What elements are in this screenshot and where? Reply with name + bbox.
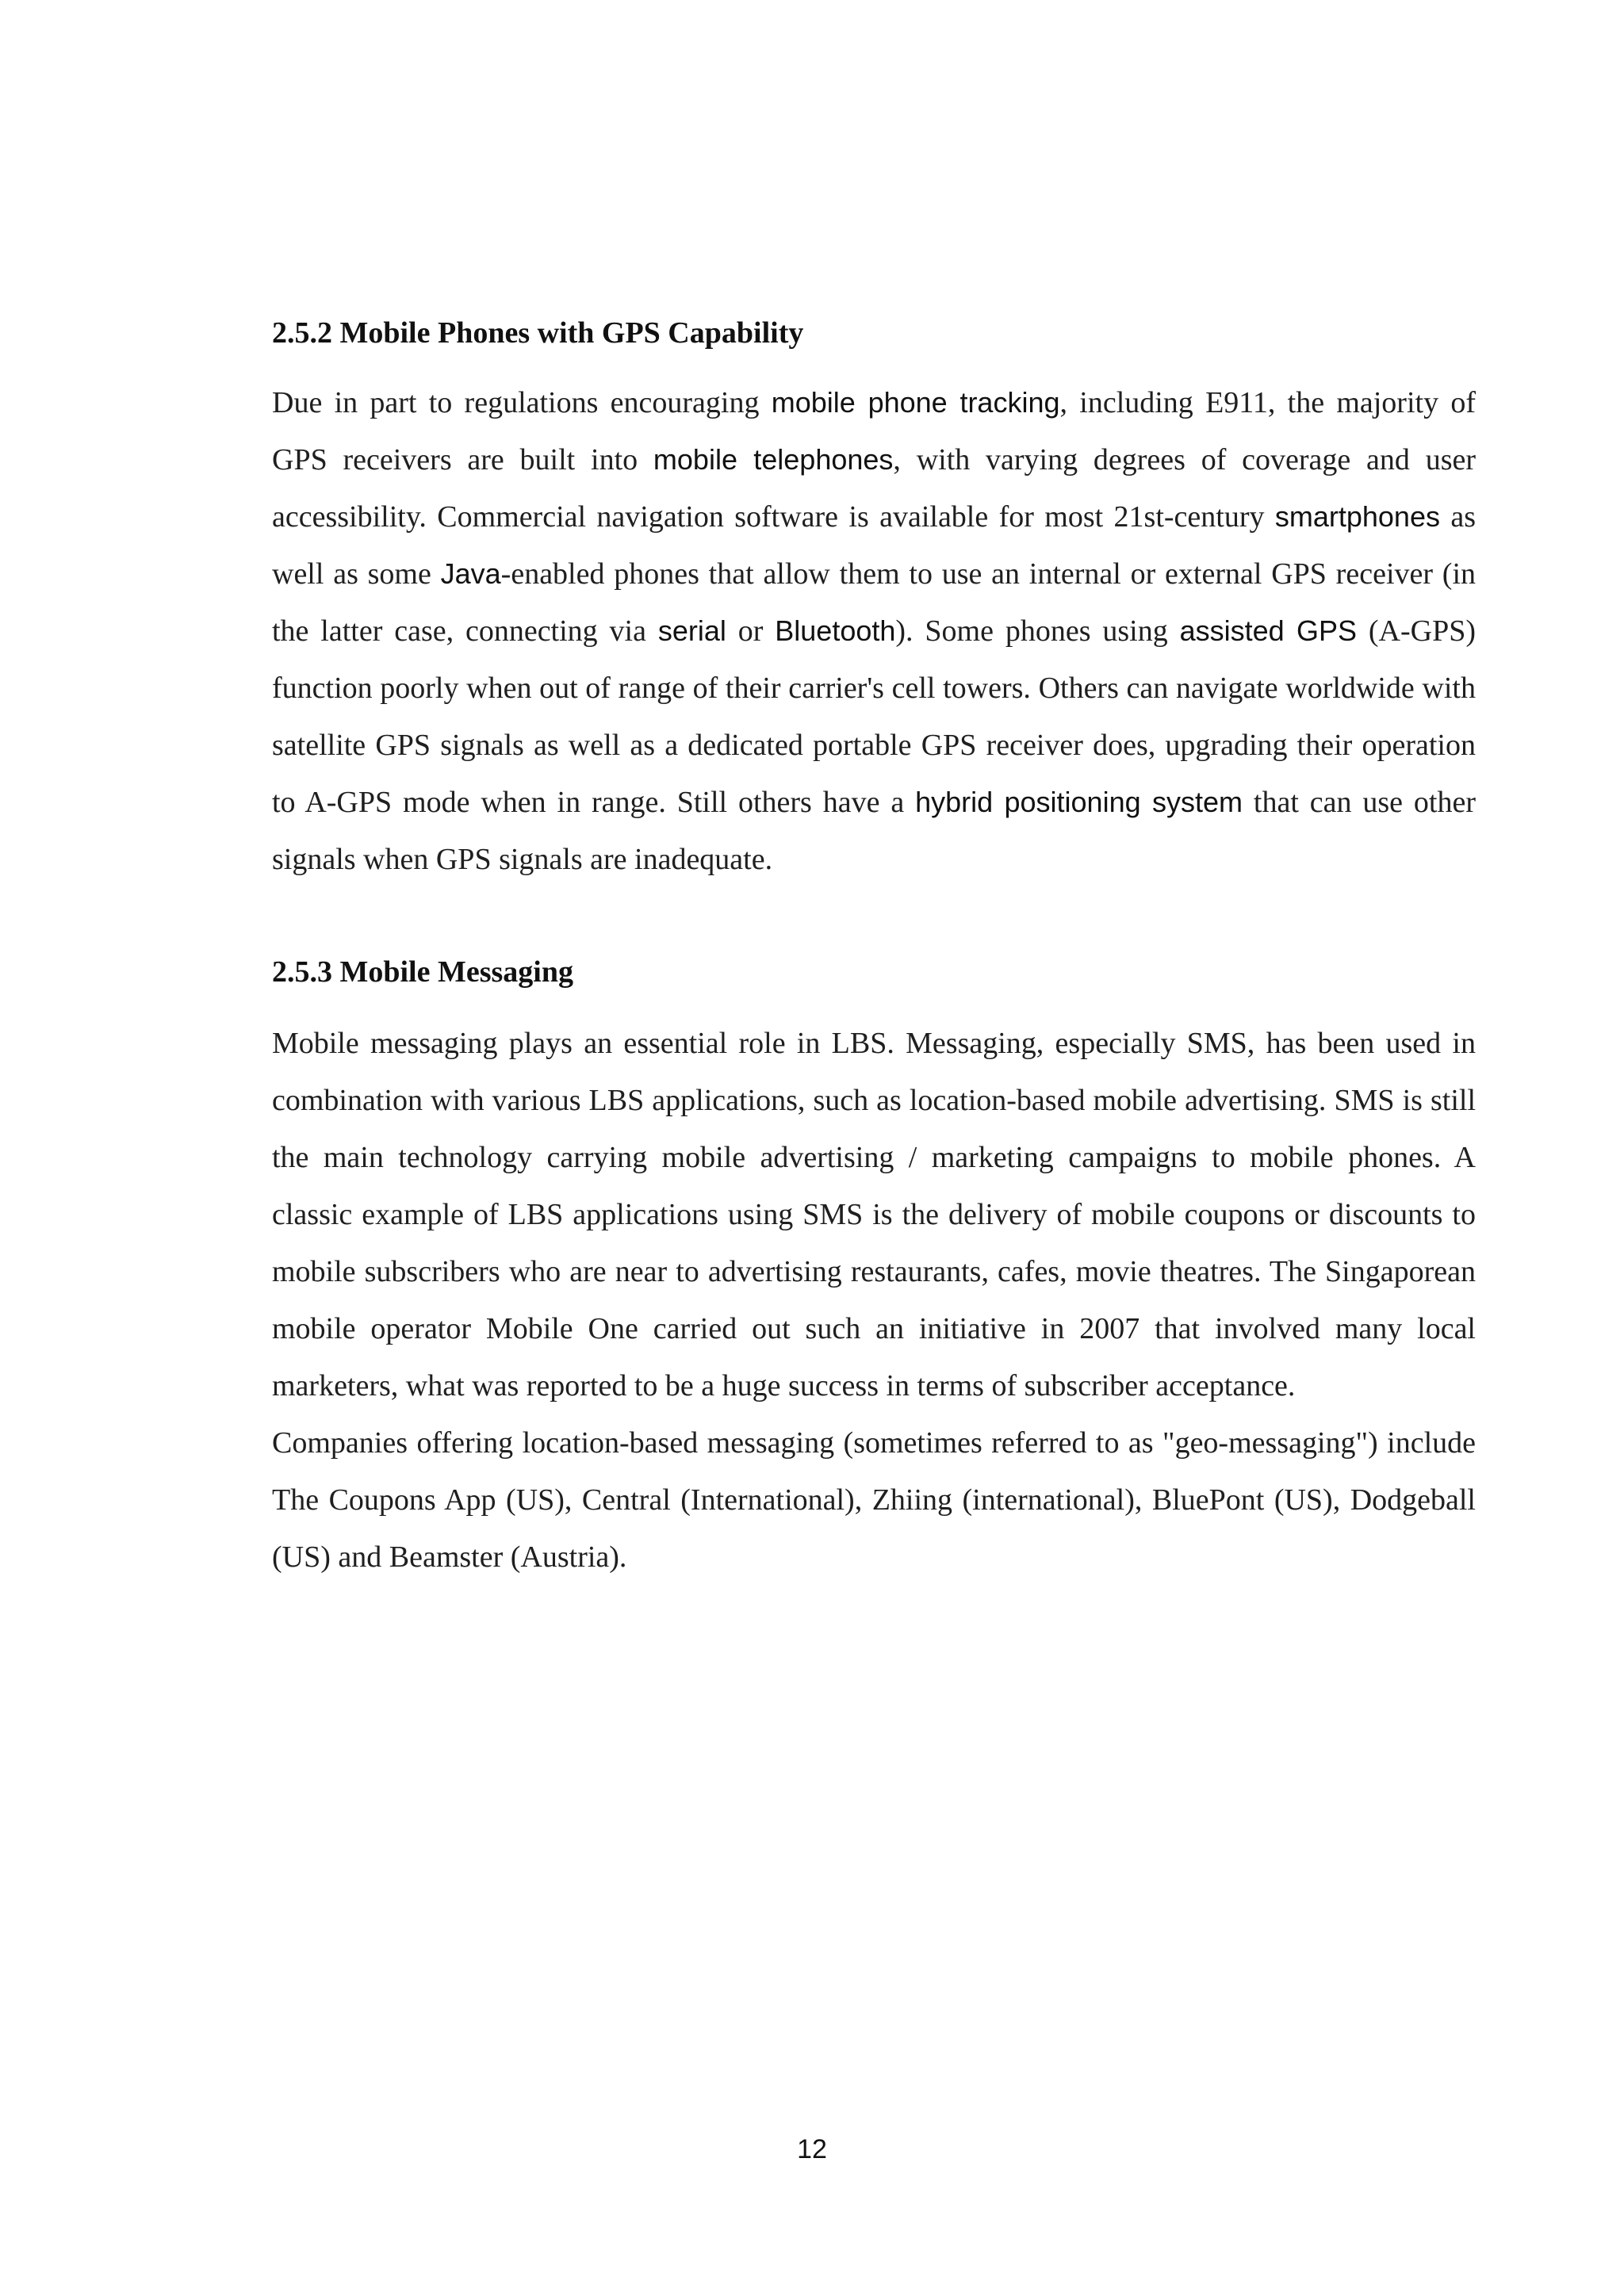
section-heading-mobile-messaging: 2.5.3 Mobile Messaging xyxy=(272,955,573,989)
paragraph-text-segment: Due in part to regulations encouraging xyxy=(272,386,772,419)
paragraph-text-segment: or xyxy=(726,614,776,648)
linked-term: serial xyxy=(657,614,726,647)
linked-term: mobile phone tracking xyxy=(771,386,1060,419)
linked-term: assisted GPS xyxy=(1179,614,1358,647)
paragraph-text-segment: , including E911, the majority of GPS receivers are built into xyxy=(272,386,1476,476)
section-heading-gps-phones: 2.5.2 Mobile Phones with GPS Capability xyxy=(272,316,804,350)
paragraph-text-segment: ). Some phones using xyxy=(895,614,1180,648)
paragraph-text-segment: that can use other signals when GPS signals are inadequate. xyxy=(272,786,1476,876)
paragraph-mobile-messaging: Mobile messaging plays an essential role in LBS. Messaging, especially SMS, has been used in combination with various LBS applications, such as location-based mobile advertising. SMS is still the main technology carrying mobile advertising / marketing campaigns to mobile phones. A classic example of LBS applications using SMS is the delivery of mobile coupons or discounts to mobile subscribers who are near to advertising restaurants, cafes, movie theatres. The Singaporean mobile operator Mobile One carried out such an initiative in 2007 that involved many local marketers, what was reported to be a huge success in terms of subscriber acceptance. xyxy=(272,1027,1476,1402)
paragraph-text-segment: as well as some xyxy=(272,500,1476,591)
linked-term: hybrid positioning system xyxy=(915,786,1243,818)
linked-term: mobile telephones xyxy=(653,443,894,476)
linked-term: smartphones xyxy=(1274,500,1440,533)
page-content xyxy=(272,309,1476,1586)
paragraph-geo-messaging-companies: Companies offering location-based messaging (sometimes referred to as "geo-messaging") include The Coupons App (US), Central (International), Zhiing (international), BluePont (US), Dodgeball (US) and Beamster (Austria). xyxy=(272,1426,1476,1574)
paragraph-text-segment: (A-GPS) function poorly when out of range of their carrier's cell towers. Others can navigate worldwide with satellite GPS signals as well as a dedicated portable GPS receiver does, upgrading their operation to A-GPS mode when in range. Still others have a xyxy=(272,614,1477,819)
linked-term: Bluetooth xyxy=(775,614,896,647)
page-number: 12 xyxy=(797,2134,827,2164)
paragraph-text-segment: -enabled phones that allow them to use an internal or external GPS receiver (in the latter case, connecting via xyxy=(272,557,1477,648)
paragraph-gps-phones xyxy=(272,374,1476,888)
paragraph-text-segment: , with varying degrees of coverage and user accessibility. Commercial navigation software is available for most 21st-century xyxy=(272,443,1476,534)
linked-term: Java xyxy=(440,557,501,590)
